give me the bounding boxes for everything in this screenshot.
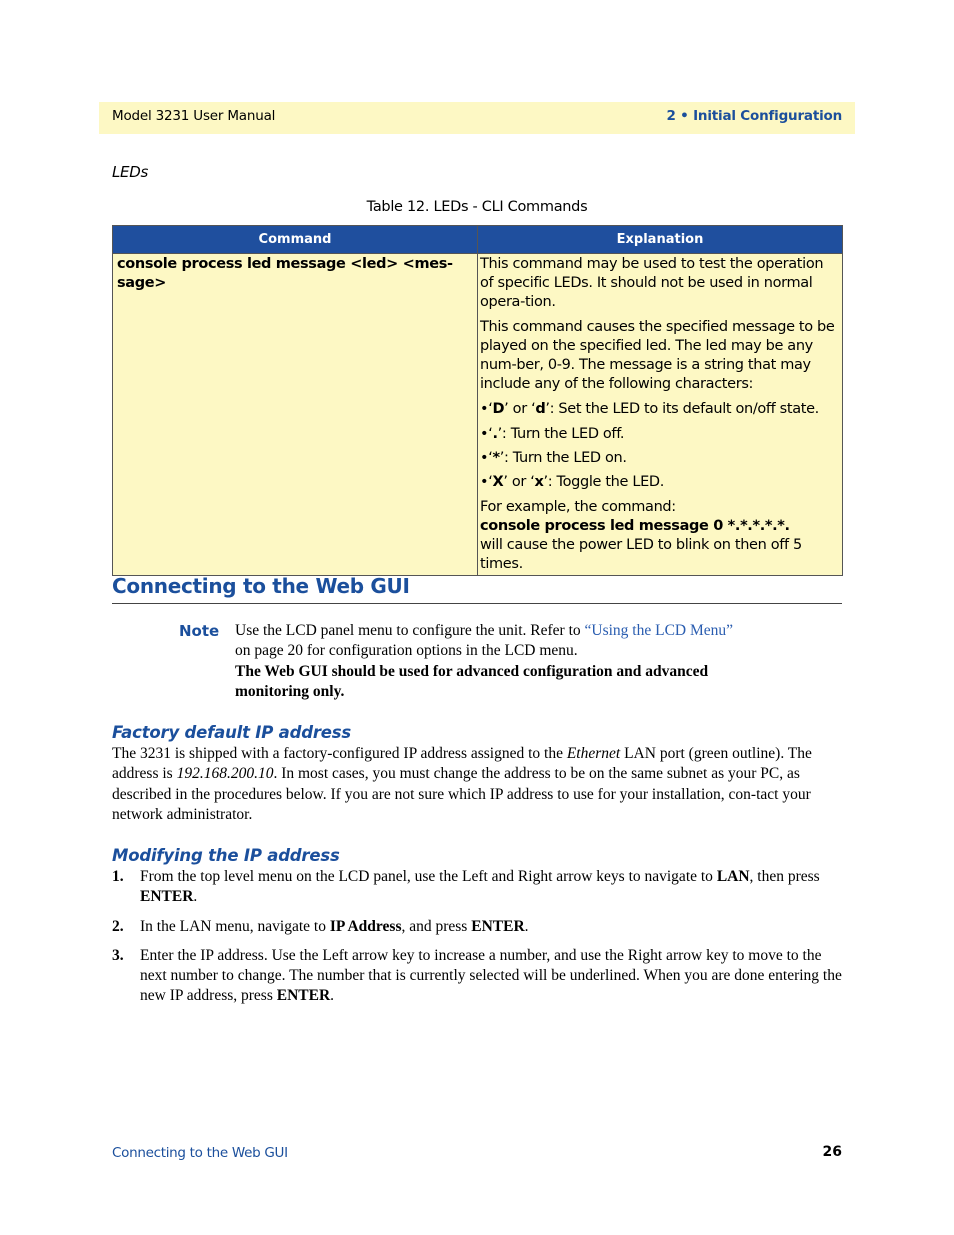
- header-manual-title: Model 3231 User Manual: [112, 108, 276, 124]
- running-header: [99, 102, 855, 134]
- table-caption: Table 12. LEDs - CLI Commands: [366, 199, 588, 215]
- factory-ip-paragraph: The 3231 is shipped with a factory-configured IP address assigned to the Ethernet LAN port (green outline). The address is 192.168.200.10. In most cases, you must change the address to be on the same subnet as your PC, as described in the procedures below. If you are not sure which IP address to use for your installation, con-tact your network administrator.: [112, 745, 812, 823]
- header-chapter-title: 2 • Initial Configuration: [666, 108, 842, 124]
- leds-heading: LEDs: [112, 163, 148, 181]
- note-text: Use the LCD panel menu to configure the unit. Refer to “Using the LCD Menu” on page 20 for configuration options in the LCD menu. The Web GUI should be used for advanced configuration and advanced monitoring only.: [235, 622, 734, 700]
- modify-ip-steps: [112, 867, 842, 1016]
- example-command: console process led message 0 *.*.*.*.*.: [480, 518, 790, 534]
- section-title: Connecting to the Web GUI: [112, 574, 410, 598]
- bullet-item: •‘D’ or ‘d’: Set the LED to its default on/off state.: [480, 401, 819, 417]
- bullet-item: •‘*’: Turn the LED on.: [480, 450, 627, 466]
- list-item: 1. From the top level menu on the LCD panel, use the Left and Right arrow keys to navigate to LAN, then press ENTER.: [112, 868, 820, 906]
- modify-ip-heading: Modifying the IP address: [112, 846, 340, 865]
- bullet-item: •‘.’: Turn the LED off.: [480, 426, 625, 442]
- factory-ip-heading: Factory default IP address: [112, 723, 352, 742]
- section-divider: [112, 603, 842, 604]
- table-header-row: [113, 226, 843, 254]
- footer-section-title: Connecting to the Web GUI: [112, 1145, 288, 1161]
- table-row: [113, 254, 843, 576]
- explanation-para-2: This command causes the specified message to be played on the specified led. The led may be any num-ber, 0-9. The message is a string that may include any of the following characters:: [480, 319, 835, 392]
- list-item: 3. Enter the IP address. Use the Left arrow key to increase a number, and use the Right arrow key to move to the next number to change. The number that is currently selected will be underlined. When you are done entering the new IP address, press ENTER.: [112, 946, 842, 1005]
- command-cell: console process led message <led> <mes-sage>: [113, 254, 478, 576]
- bullet-item: •‘X’ or ‘x’: Toggle the LED.: [480, 474, 664, 490]
- list-item: 2. In the LAN menu, navigate to IP Address, and press ENTER.: [112, 917, 529, 935]
- note-label: Note: [179, 622, 220, 640]
- using-lcd-menu-link[interactable]: “Using the LCD Menu”: [584, 622, 734, 639]
- leds-cli-table: [112, 225, 843, 576]
- page-number: 26: [822, 1144, 842, 1160]
- col-header-command: Command: [113, 226, 478, 254]
- col-header-explanation: Explanation: [478, 226, 843, 254]
- example-para: For example, the command: console process led message 0 *.*.*.*.*. will cause the power LED to blink on then off 5 times.: [480, 499, 802, 572]
- note-bold-text: The Web GUI should be used for advanced configuration and advanced monitoring only.: [235, 662, 709, 700]
- explanation-cell: [478, 254, 843, 576]
- explanation-para-1: This command may be used to test the operation of specific LEDs. It should not be used in normal opera-tion.: [480, 256, 824, 310]
